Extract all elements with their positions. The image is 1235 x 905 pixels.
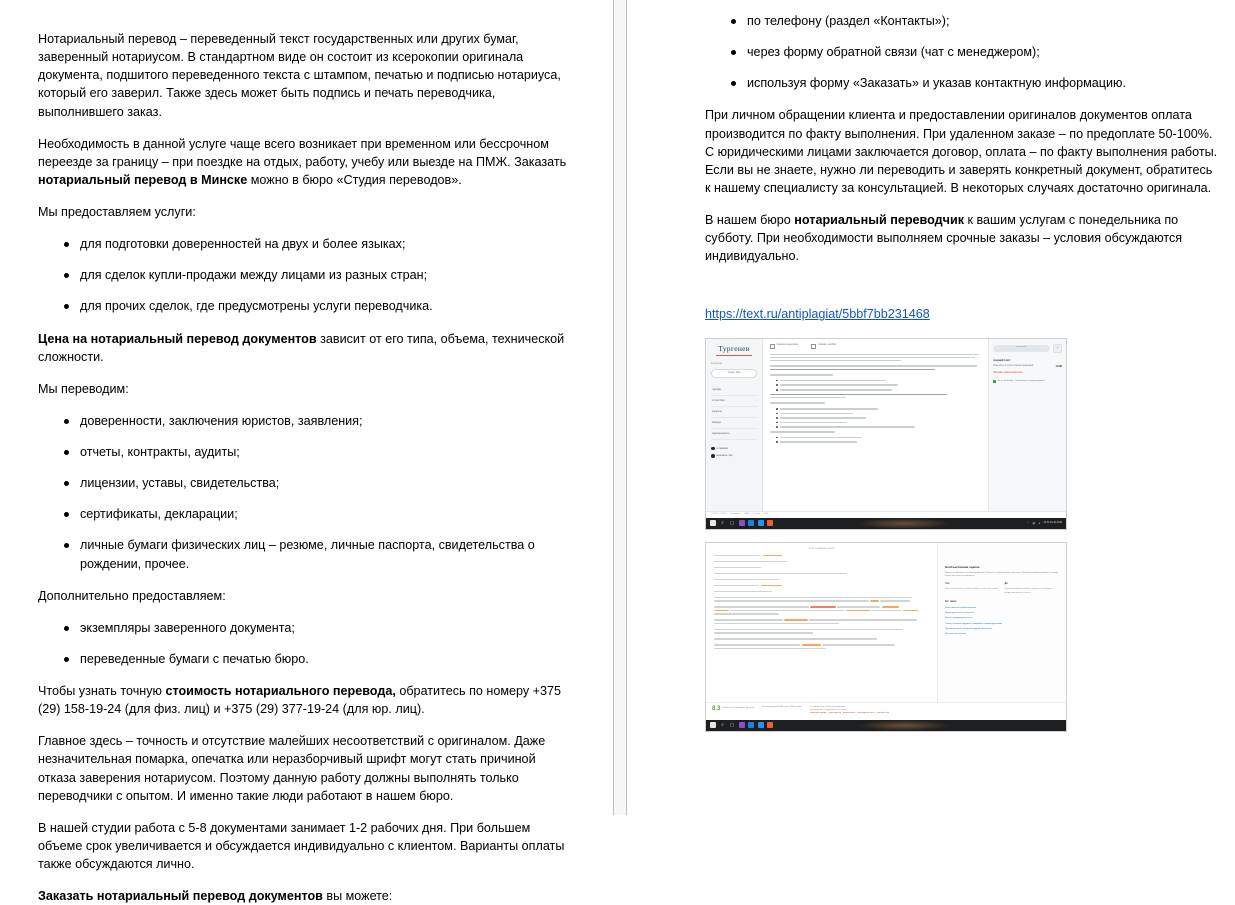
orange-app-icon[interactable] xyxy=(767,722,773,728)
blue-app-icon-2[interactable] xyxy=(758,722,764,728)
sidebar-item-label: тарифы xyxy=(712,387,722,391)
footer-tags-red: излишний шрифт · нецензурные · феминитивы · неопределенность · лишние слог xyxy=(809,712,890,715)
analysis-section-title: текущий текст xyxy=(993,358,1011,362)
list-item: переведенные бумаги с печатью бюро. xyxy=(78,650,573,668)
paragraph: Мы переводим: xyxy=(38,381,129,396)
list-item: для подготовки доверенностей на двух и более языках; xyxy=(78,235,573,253)
see-also-title: См. также: xyxy=(945,600,957,603)
text-paragraph-placeholder xyxy=(770,394,981,399)
search-icon[interactable]: ⌕ xyxy=(721,519,724,525)
report-line-group xyxy=(714,638,929,640)
see-also-link[interactable]: Вести в продающем тексте xyxy=(945,617,973,620)
purple-app-icon[interactable] xyxy=(739,520,745,526)
report-line-group xyxy=(714,591,929,593)
report-line-group xyxy=(714,644,929,649)
card-heading: Да: xyxy=(1004,583,1009,586)
check-button[interactable]: проверить xyxy=(993,345,1050,352)
checkbox-icon xyxy=(770,344,775,349)
checkbox-label: показать ошибки xyxy=(818,344,837,347)
report-line-group xyxy=(714,561,929,563)
status-words-value: 568 xyxy=(764,512,768,515)
card-body: Ваш контент может соответствовать в качестве отзыва xyxy=(945,588,999,591)
text-paragraph-placeholder xyxy=(770,431,981,433)
turgenev-status-bar xyxy=(706,511,1066,518)
analysis-legend xyxy=(993,380,1062,383)
text-bullet-placeholder xyxy=(770,408,981,428)
report-line-group xyxy=(714,585,929,587)
report-line-group xyxy=(714,629,929,634)
blue-app-icon-2[interactable] xyxy=(758,520,764,526)
embedded-screenshot-turgenev[interactable] xyxy=(705,338,1067,530)
turgenev-text-area[interactable] xyxy=(763,339,988,517)
analysis-metric-row xyxy=(993,365,1062,369)
bullet-icon xyxy=(711,447,715,451)
print-icon-button[interactable]: ⎙ xyxy=(1053,344,1062,353)
sidebar-item-label: контакты / api xyxy=(716,454,733,458)
checkbox-show-errors[interactable] xyxy=(811,344,836,349)
sidebar-footer-links xyxy=(711,447,757,458)
card-body: Помогли развитию отзыва, текущее и стандарты профессиональные тексты xyxy=(1004,588,1052,594)
side-panel-cards xyxy=(945,583,1059,594)
report-line-group xyxy=(714,619,929,624)
footer-tags-orange: канцеляриты · нарушительность стиля xyxy=(809,708,848,711)
paragraph: Необходимость в данной услуге чаще всего возникает при временном или бессрочном переезде за границу – при поездке на отдых, работу, учебу или выезде на ПМЖ. Заказать нотариальный перевод в Минске можно в бюро «Студия переводов». xyxy=(38,136,567,187)
see-also-link[interactable]: Редактура текста в плагиате xyxy=(945,611,975,614)
translated-documents-list xyxy=(38,412,573,573)
volume-icon[interactable]: ◂ xyxy=(1038,520,1040,525)
report-line-group xyxy=(714,579,929,581)
analysis-metric-value: 10.98 xyxy=(1055,364,1062,368)
list-item: лицензии, уставы, свидетельства; xyxy=(78,474,573,492)
sidebar-user-label: вошли как xyxy=(711,363,722,366)
sidebar-item-contacts[interactable] xyxy=(711,454,757,458)
see-also-link[interactable]: Прилагательные, которые создают нечеткость xyxy=(945,628,993,631)
sidebar-item-label: выводы xyxy=(712,420,722,424)
score-meta: Оценка по 10 по шкале Тургенев xyxy=(722,706,755,709)
antiplagiat-report-link[interactable]: https://text.ru/antiplagiat/5bbf7bb231468 xyxy=(705,307,930,322)
sidebar-item-label: статистика xyxy=(712,398,725,402)
bullet-icon xyxy=(711,454,715,458)
taskbar-glow xyxy=(857,720,951,731)
antiplagiat-report-text[interactable] xyxy=(706,543,938,719)
embedded-screenshot-antiplagiat[interactable] xyxy=(705,542,1067,732)
start-icon[interactable] xyxy=(710,722,716,728)
taskbar-glow xyxy=(857,518,951,529)
antiplagiat-footer xyxy=(706,702,1066,720)
sidebar-item-label: о сервисе xyxy=(716,446,728,450)
report-line-group xyxy=(714,567,929,569)
turgenev-window-body xyxy=(706,339,1066,517)
list-item: для прочих сделок, где предусмотрены услуги переводчика. xyxy=(78,297,573,315)
paragraph: Мы предоставляем услуги: xyxy=(38,205,196,219)
status-chars-label: Символов: xyxy=(729,512,741,515)
purple-app-icon[interactable] xyxy=(739,722,745,728)
paragraph: Дополнительно предоставляем: xyxy=(38,588,226,603)
sidebar-item-statistics[interactable] xyxy=(711,396,757,407)
paragraph: В нашем бюро нотариальный переводчик к вашим услугам с понедельника по субботу. При необходимости выполняем срочные заказы – условия обсуждаются индивидуально. xyxy=(705,213,1183,264)
status-words-label: Слова: xyxy=(753,512,761,515)
report-header-label: отчет о проверке текста xyxy=(808,547,835,550)
turgenev-toolbar xyxy=(770,344,981,349)
task-view-icon[interactable]: ▢ xyxy=(729,519,735,525)
score-value: 8.3 xyxy=(712,705,721,712)
list-item: сертификаты, декларации; xyxy=(78,505,573,523)
document-right-page xyxy=(627,0,1235,744)
list-item: по телефону (раздел «Контакты»); xyxy=(745,12,1221,30)
side-panel-title: Необъективная оценка xyxy=(945,564,980,569)
see-also-link[interactable]: Для простого отзыва xyxy=(945,633,967,636)
page-gutter-divider xyxy=(613,0,627,815)
report-line-group xyxy=(714,597,929,602)
paragraph: При личном обращении клиента и предоставлении оригиналов документов оплата производится по факту выполнения. При удаленном заказе – по предоплате 50-100%. С юридическими лицами заключается договор, оплата – по факту выполнения работы. Если вы не знаете, нужно ли переводить и заверять конкретный документ, обратитесь к нашему специалисту за консультацией. В некоторых случаях достаточно оригинала. xyxy=(705,108,1218,195)
footer-problems-title: Ст. стилистика: Основные проблемы: xyxy=(809,705,846,708)
antiplagiat-link-wrapper xyxy=(705,305,1221,323)
analysis-panel-actions xyxy=(993,344,1062,353)
paragraph: Главное здесь – точность и отсутствие малейших несоответствий с оригиналом. Даже незначительная помарка, опечатка или неразборчивый шрифт могут стать причиной отказа заверения нотариусом. Поэтому данную работу должны выполнять только переводчики с опытом. И именно такие люди работают в нашем бюро. xyxy=(38,734,546,803)
status-copyright: © 2017 – 2018 xyxy=(711,512,726,515)
checkbox-label: показать выделение xyxy=(776,344,799,347)
sidebar-item-label: задолженность xyxy=(712,431,730,435)
sidebar-item-requests[interactable] xyxy=(711,407,757,418)
side-panel-card xyxy=(1005,583,1060,594)
system-tray[interactable] xyxy=(1027,521,1040,525)
list-item: личные бумаги физических лиц – резюме, личные паспорта, свидетельства о рождении, прочее. xyxy=(78,536,573,572)
blue-app-icon[interactable] xyxy=(748,520,754,526)
antiplagiat-window-body xyxy=(706,543,1066,719)
sidebar-user-chip[interactable]: логин / Имя xyxy=(711,369,757,378)
sidebar-item-debt[interactable] xyxy=(711,429,757,440)
blue-app-icon[interactable] xyxy=(748,722,754,728)
list-item: отчеты, контракты, аудиты; xyxy=(78,443,573,461)
report-line-group xyxy=(714,555,929,557)
footer-stats: 88 совершенной 3944 слов / 2002 знаков xyxy=(762,705,802,708)
text-paragraph-placeholder xyxy=(770,365,981,370)
additional-services-list xyxy=(38,619,573,668)
order-methods-list xyxy=(705,12,1221,92)
report-line-group xyxy=(714,573,929,575)
chevron-right-icon: › xyxy=(755,398,756,402)
analysis-metric-label: Опасность стилистических признаков xyxy=(993,364,1034,367)
windows-taskbar[interactable] xyxy=(706,720,1066,731)
list-item: используя форму «Заказать» и указав контактную информацию. xyxy=(745,74,1221,92)
paragraph: Заказать нотариальный перевод документов вы можете: xyxy=(38,889,393,904)
list-item: доверенности, заключения юристов, заявления; xyxy=(78,412,573,430)
paragraph: В нашей студии работа с 5-8 документами занимает 1-2 рабочих дня. При большем объеме срок увеличивается и обсуждается индивидуально с клиентом. Варианты оплаты также обсуждаются лично. xyxy=(38,820,565,871)
turgenev-analysis-panel xyxy=(988,339,1066,517)
footer-problems xyxy=(810,706,890,716)
services-list xyxy=(38,235,573,315)
text-bullet-placeholder xyxy=(770,380,981,391)
task-view-icon[interactable]: ▢ xyxy=(729,721,735,727)
start-icon[interactable] xyxy=(710,520,716,526)
see-also-link[interactable]: Слова, которые нарушают ожидание тонкими деталями xyxy=(945,622,1002,625)
score-badge xyxy=(712,706,754,712)
side-panel-card xyxy=(945,583,1000,594)
text-paragraph-placeholder xyxy=(770,354,981,362)
network-icon[interactable]: ▤ xyxy=(1032,520,1036,525)
side-panel-subtitle: Можно ли доказать эту оценку фактом? Или же то предлагаемое реально? Человек-человек говорил и оценку, после она легко не раскрыта. xyxy=(945,571,1058,578)
windows-taskbar[interactable] xyxy=(706,518,1066,529)
list-item: для сделок купли-продажи между лицами из разных стран; xyxy=(78,266,573,284)
show-characteristics-link[interactable]: Показать характеристики xyxy=(993,371,1023,375)
legend-label: Есть проблемы · Возможные отредактировать xyxy=(998,380,1046,382)
antiplagiat-side-panel xyxy=(938,543,1066,719)
list-item: экземпляры заверенного документа; xyxy=(78,619,573,637)
checkbox-icon xyxy=(811,344,816,349)
turgenev-sidebar xyxy=(706,339,763,517)
turgenev-logo-underline xyxy=(716,355,752,356)
card-heading: Что: xyxy=(945,583,950,586)
list-item: через форму обратной связи (чат с менеджером); xyxy=(745,43,1221,61)
report-line-group xyxy=(714,606,929,615)
text-bullet-placeholder xyxy=(770,437,981,443)
sidebar-item-label: запросы xyxy=(712,409,722,413)
orange-app-icon[interactable] xyxy=(767,520,773,526)
paragraph: Нотариальный перевод – переведенный текст государственных или других бумаг, заверенный нотариусом. В стандартном виде он состоит из ксерокопии оригинала документа, подшитого переведенного текста с штампом, печатью и подписью нотариуса, который его заверил. Также здесь может быть подпись и печать переводчика, выполнившего заказ. xyxy=(38,32,561,119)
status-chars-value: 3944 xyxy=(744,512,750,515)
turgenev-logo: Тургенев xyxy=(718,343,750,353)
document-left-page xyxy=(0,0,613,905)
paragraph: Цена на нотариальный перевод документов зависит от его типа, объема, технической сложности. xyxy=(38,331,565,364)
checkbox-show-highlight[interactable] xyxy=(770,344,798,349)
search-icon[interactable]: ⌕ xyxy=(721,721,724,727)
text-paragraph-placeholder xyxy=(770,374,981,376)
sidebar-item-tariffs[interactable] xyxy=(711,385,757,396)
paragraph: Чтобы узнать точную стоимость нотариального перевода, обратитесь по номеру +375 (29) 158-19-24 (для физ. лиц) и +375 (29) 377-19-24 (для юр. лиц). xyxy=(38,684,562,717)
sidebar-item-about[interactable] xyxy=(711,447,757,451)
taskbar-clock[interactable]: 12:40 01.10.2018 xyxy=(1043,520,1062,524)
tray-arrow-icon[interactable]: ⌃ xyxy=(1027,520,1030,525)
legend-swatch-icon xyxy=(993,380,996,383)
see-also-link[interactable]: Качественная прилагательные xyxy=(945,606,977,609)
text-paragraph-placeholder xyxy=(770,402,981,404)
sidebar-item-conclusions[interactable] xyxy=(711,418,757,429)
